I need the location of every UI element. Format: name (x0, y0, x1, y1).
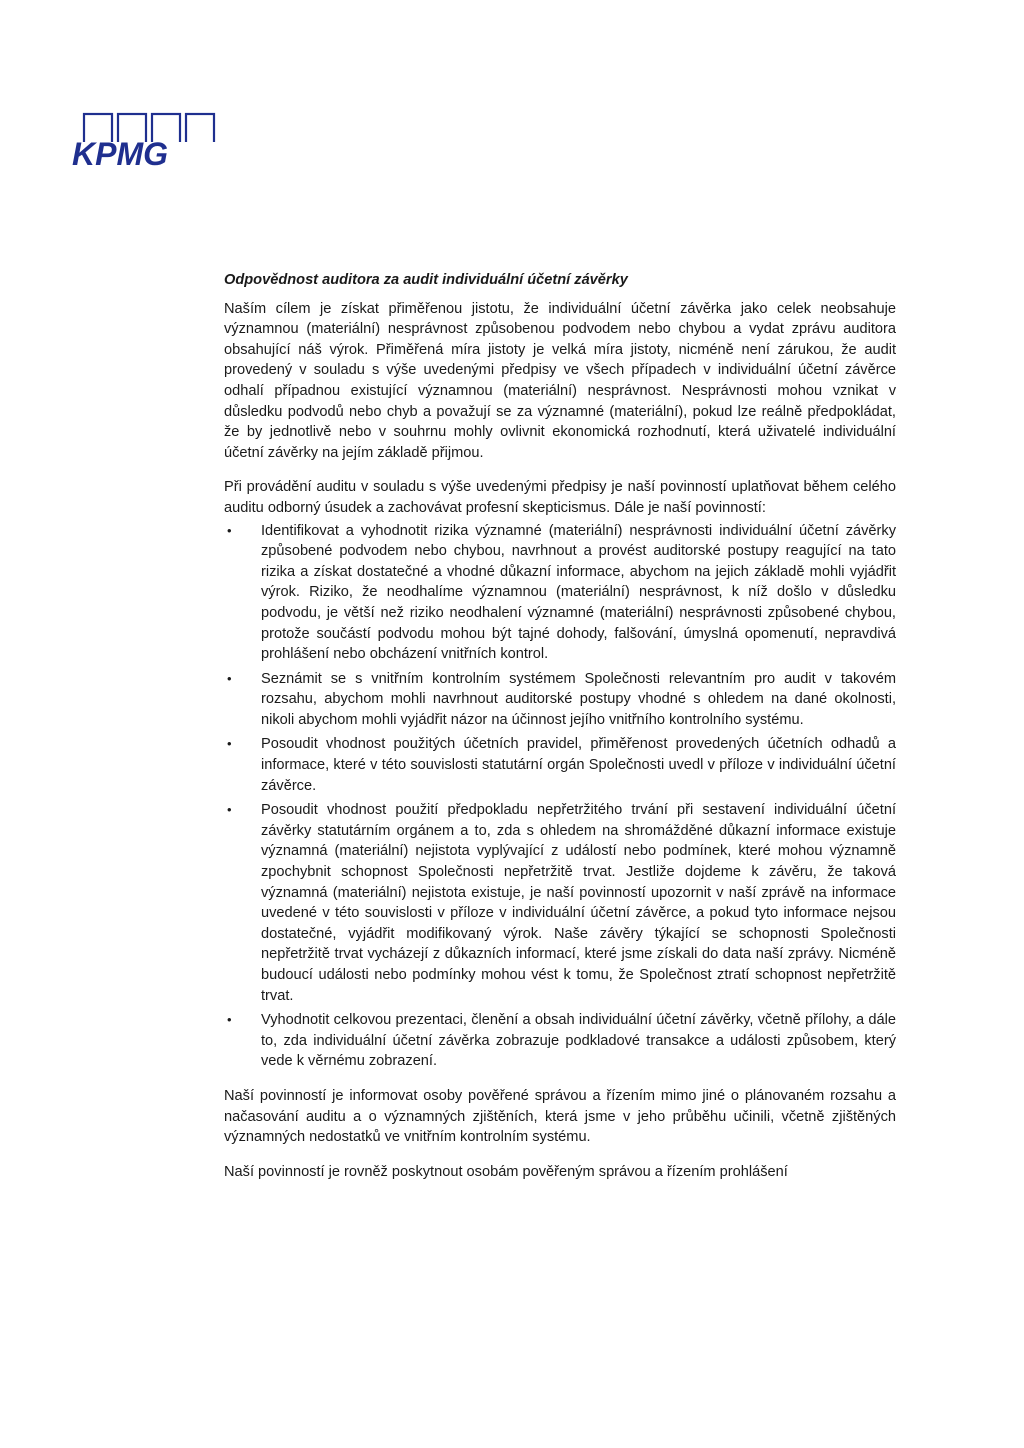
list-item-text: Seznámit se s vnitřním kontrolním systémem Společnosti relevantním pro audit v takovém rozsahu, abychom mohli navrhnout auditorské postupy vhodné s ohledem na dané okolnosti, nikoli abychom mohli vyjádřit názor na účinnost jejího vnitřního kontrolního systému. (261, 670, 896, 728)
section-heading: Odpovědnost auditora za audit individuální účetní závěrky (224, 272, 628, 288)
list-item (224, 669, 896, 731)
document-body (224, 270, 896, 1196)
list-item-text: Vyhodnotit celkovou prezentaci, členění a obsah individuální účetní závěrky, včetně přílohy, a dále to, zda individuální účetní závěrka zobrazuje podkladové transakce a události způsobem, který vede k věrnému zobrazení. (261, 1012, 896, 1070)
paragraph-communication: Naší povinností je informovat osoby pověřené správou a řízením mimo jiné o plánovaném rozsahu a načasování auditu a o významných zjištěních, která jsme v jeho průběhu učinili, včetně zjištěných významných nedostatků ve vnitřním kontrolním systému. (224, 1087, 896, 1146)
paragraph-statement: Naší povinností je rovněž poskytnout osobám pověřeným správou a řízením prohlášení (224, 1163, 788, 1180)
list-item (224, 521, 896, 665)
paragraph-duties-intro: Při provádění auditu v souladu s výše uvedenými předpisy je naší povinností uplatňovat během celého auditu odborný úsudek a zachovávat profesní skepticismus. Dále je naší povinností: (224, 479, 896, 516)
list-item (224, 800, 896, 1006)
bullet-icon: • (227, 522, 232, 538)
bullet-icon: • (227, 670, 232, 686)
list-item-text: Posoudit vhodnost použití předpokladu nepřetržitého trvání při sestavení individuální účetní závěrky statutárním orgánem a to, zda s ohledem na shromážděné důkazní informace existuje významná (materiální) nejistota vyplývající z událostí nebo podmínek, které mohou významně zpochybnit schopnost Společnosti nepřetržitě trvat. Jestliže dojdeme k závěru, že taková významná (materiální) nejistota existuje, je naší povinností upozornit v naší zprávě na informace uvedené v této souvislosti v příloze v individuální účetní závěrce, a pokud tyto informace nejsou dostatečné, vyjádřit modifikovaný výrok. Naše závěry týkající se schopnosti Společnosti nepřetržitě trvat vycházejí z důkazních informací, které jsme získali do data naší zprávy. Nicméně budoucí události nebo podmínky mohou vést k tomu, že Společnost ztratí schopnost nepřetržitě trvat. (261, 802, 896, 1004)
kpmg-logo (62, 112, 222, 170)
kpmg-logo-text: KPMG (72, 136, 168, 170)
list-item-text: Identifikovat a vyhodnotit rizika významné (materiální) nesprávnosti individuální účetní závěrky způsobené podvodem nebo chybou, navrhnout a provést auditorské postupy reagující na tato rizika a získat dostatečné a vhodné důkazní informace, abychom na jejich základě mohli vyjádřit výrok. Riziko, že neodhalíme významnou (materiální) nesprávnost, k níž došlo v důsledku podvodu, je větší než riziko neodhalení významné (materiální) nesprávnosti způsobené chybou, protože součástí podvodu mohou být tajné dohody, falšování, úmyslná opomenutí, nepravdivá prohlášení nebo obcházení vnitřních kontrol. (261, 522, 896, 663)
bullet-icon: • (227, 1012, 232, 1028)
bullet-icon: • (227, 802, 232, 818)
list-item (224, 1010, 896, 1072)
list-item-text: Posoudit vhodnost použitých účetních pravidel, přiměřenost provedených účetních odhadů a informace, které v této souvislosti statutární orgán Společnosti uvedl v příloze v individuální účetní závěrce. (261, 736, 896, 794)
list-item (224, 734, 896, 796)
bullet-icon: • (227, 736, 232, 752)
paragraph-objective: Naším cílem je získat přiměřenou jistotu, že individuální účetní závěrka jako celek neobsahuje významnou (materiální) nesprávnost způsobenou podvodem nebo chybou a vydat zprávu auditora obsahující náš výrok. Přiměřená míra jistoty je velká míra jistoty, nicméně není zárukou, že audit provedený v souladu s výše uvedenými předpisy ve všech případech v individuální účetní závěrce odhalí případnou existující významnou (materiální) nesprávnost. Nesprávnosti mohou vznikat v důsledku podvodů nebo chyb a považují se za významné (materiální), pokud lze reálně předpokládat, že by jednotlivě nebo v souhrnu mohly ovlivnit ekonomická rozhodnutí, která uživatelé individuální účetní závěrky na jejím základě přijmou. (224, 300, 896, 461)
duties-list (224, 521, 896, 1072)
